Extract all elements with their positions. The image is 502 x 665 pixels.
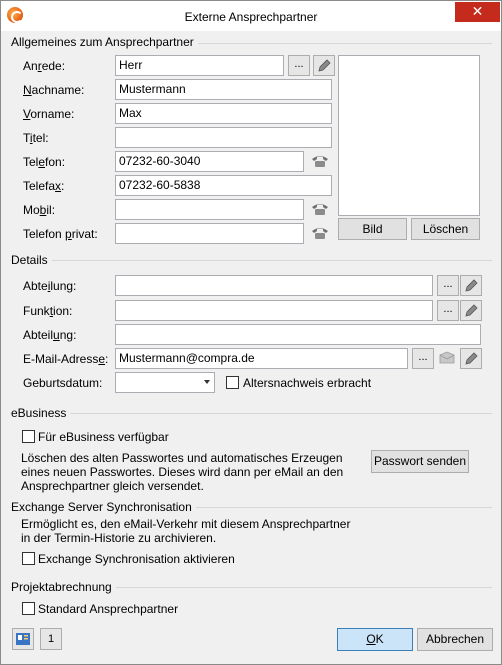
pencil-icon — [464, 278, 479, 293]
telefon-dial-button[interactable] — [309, 151, 331, 172]
telefon-privat-label: Telefon privat: — [23, 227, 98, 241]
ebusiness-checkbox-label: Für eBusiness verfügbar — [38, 430, 169, 444]
vorname-field[interactable]: Max — [115, 103, 332, 124]
anrede-label: Anrede: — [23, 59, 66, 73]
details-group-line — [10, 260, 492, 261]
exchange-checkbox-label: Exchange Synchronisation aktivieren — [38, 552, 235, 566]
projekt-group-title: Projektabrechnung — [11, 580, 116, 594]
standard-ansprechpartner-checkbox[interactable] — [22, 602, 35, 615]
ebusiness-description: Löschen des alten Passwortes und automatisches Erzeugen eines neuen Passwortes. Dieses wird dann per eMail an den Ansprechpartner gleich versendet. — [21, 451, 344, 493]
abteilung1-field[interactable] — [115, 275, 433, 296]
exchange-checkbox[interactable] — [22, 552, 35, 565]
nachname-field[interactable]: Mustermann — [115, 79, 332, 100]
altersnachweis-label: Altersnachweis erbracht — [243, 376, 372, 390]
funktion-select-button[interactable]: ... — [437, 300, 459, 321]
mobil-field[interactable] — [115, 199, 304, 220]
mobil-dial-button[interactable] — [309, 199, 331, 220]
standard-ansprechpartner-label: Standard Ansprechpartner — [38, 602, 179, 616]
ebusiness-group-title: eBusiness — [11, 406, 70, 420]
geburtsdatum-picker[interactable] — [115, 372, 215, 393]
bild-button[interactable]: Bild — [338, 218, 407, 240]
telefon-field[interactable]: 07232-60-3040 — [115, 151, 304, 172]
window-title: Externe Ansprechpartner — [184, 10, 318, 24]
info-button[interactable]: 1 — [40, 628, 62, 650]
ebusiness-checkbox[interactable] — [22, 430, 35, 443]
exchange-group-title: Exchange Server Synchronisation — [11, 500, 196, 514]
vorname-label: Vorname: — [23, 107, 75, 121]
anrede-select-button[interactable]: ... — [288, 55, 310, 76]
telefon-privat-dial-button[interactable] — [309, 223, 331, 244]
funktion-label: Funktion: — [23, 304, 73, 318]
pencil-icon — [464, 303, 479, 318]
contact-card-button[interactable] — [12, 628, 34, 650]
abbrechen-button[interactable]: Abbrechen — [417, 628, 493, 651]
ok-button[interactable]: OK — [337, 628, 413, 651]
funktion-edit-button[interactable] — [460, 300, 482, 321]
email-label: E-Mail-Adresse: — [23, 352, 109, 366]
passwort-senden-button[interactable]: Passwort senden — [371, 450, 469, 473]
abteilung1-select-button[interactable]: ... — [437, 275, 459, 296]
ebusiness-group-line — [10, 413, 492, 414]
abteilung2-field[interactable] — [115, 324, 481, 345]
abteilung2-label: Abteilung: — [23, 328, 77, 342]
titel-field[interactable] — [115, 127, 332, 148]
telefon-privat-field[interactable] — [115, 223, 304, 244]
nachname-label: Nachname: — [23, 83, 85, 97]
chevron-down-icon — [204, 380, 210, 384]
pencil-icon — [464, 351, 479, 366]
email-select-button[interactable]: ... — [412, 348, 434, 369]
phone-icon — [311, 202, 329, 216]
dialog-body — [1, 31, 501, 664]
email-field[interactable]: Mustermann@compra.de — [115, 348, 408, 369]
email-icon — [438, 351, 456, 365]
phone-icon — [311, 226, 329, 240]
geburtsdatum-label: Geburtsdatum: — [23, 376, 103, 390]
general-group-title: Allgemeines zum Ansprechpartner — [11, 35, 198, 49]
anrede-field[interactable]: Herr — [115, 55, 284, 76]
telefon-label: Telefon: — [23, 155, 66, 169]
anrede-edit-button[interactable] — [313, 55, 335, 76]
titel-label: Titel: — [23, 131, 49, 145]
altersnachweis-checkbox[interactable] — [226, 376, 239, 389]
close-button[interactable]: ✕ — [455, 2, 500, 22]
abteilung1-edit-button[interactable] — [460, 275, 482, 296]
photo-preview — [338, 55, 480, 216]
mobil-label: Mobil: — [23, 203, 56, 217]
loeschen-button[interactable]: Löschen — [411, 218, 480, 240]
funktion-field[interactable] — [115, 300, 433, 321]
pencil-icon — [317, 58, 332, 73]
contact-card-icon — [13, 629, 33, 649]
telefax-field[interactable]: 07232-60-5838 — [115, 175, 332, 196]
telefax-label: Telefax: — [23, 179, 65, 193]
abteilung1-label: Abteilung: — [23, 279, 77, 293]
phone-icon — [311, 154, 329, 168]
title-bar — [1, 1, 501, 31]
exchange-description: Ermöglicht es, den eMail-Verkehr mit diesem Ansprechpartner in der Termin-Historie zu archivieren. — [21, 517, 351, 545]
email-send-button[interactable] — [436, 348, 458, 369]
email-edit-button[interactable] — [460, 348, 482, 369]
details-group-title: Details — [11, 253, 52, 267]
